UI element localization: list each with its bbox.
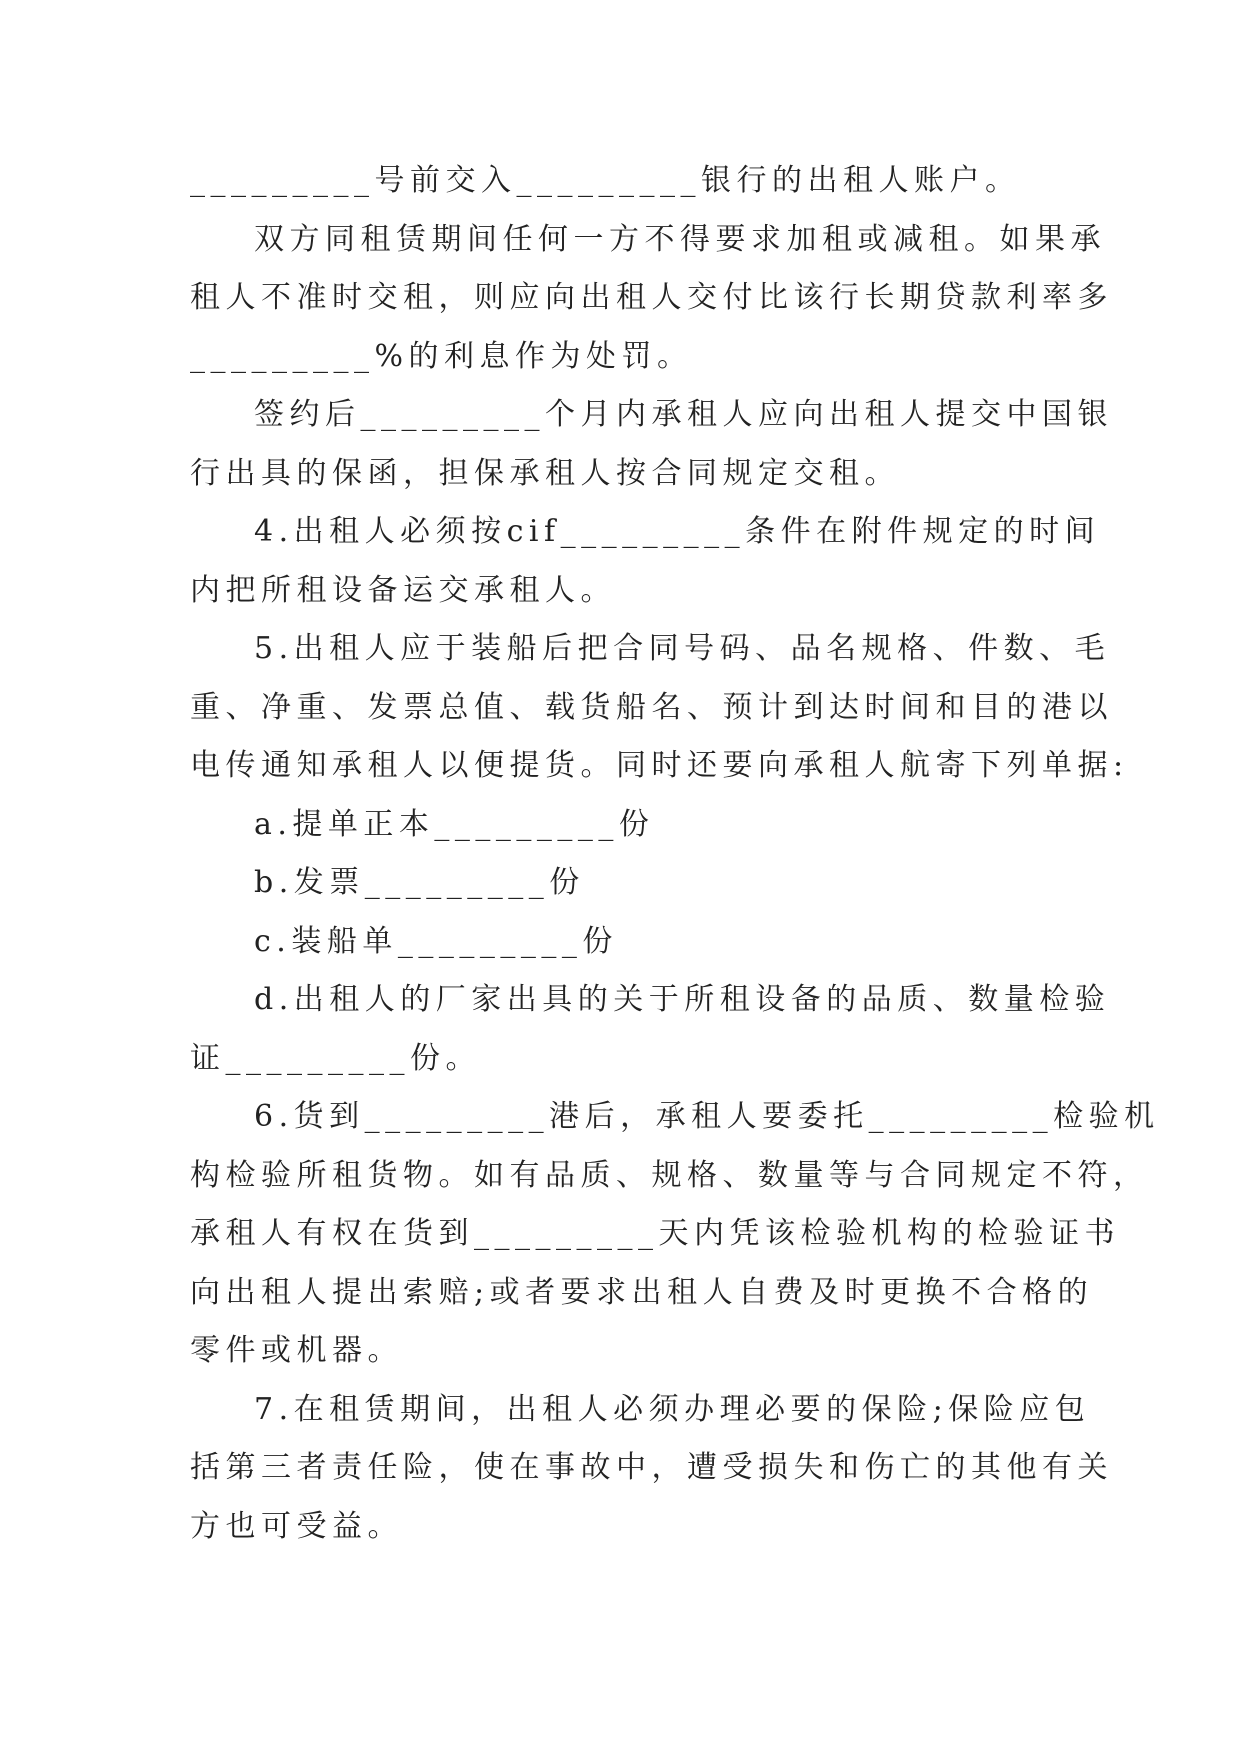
text-line: 零件或机器。 [190,1333,403,1368]
text-line: 重、净重、发票总值、载货船名、预计到达时间和目的港以 [190,689,1113,725]
text-line: 括第三者责任险，使在事故中，遭受损失和伤亡的其他有关 [190,1450,1113,1485]
text-line: 向出租人提出索赔;或者要求出租人自费及时更换不合格的 [190,1274,1094,1310]
text-line: 签约后_________个月内承租人应向出租人提交中国银 [254,397,1113,432]
text-line: c.装船单_________份 [254,923,618,959]
text-line: 承租人有权在货到_________天内凭该检验机构的检验证书 [190,1216,1120,1251]
text-line: 方也可受益。 [190,1508,403,1544]
text-line: 行出具的保函，担保承租人按合同规定交租。 [190,455,900,491]
document-body [190,152,1160,1556]
text-line: 内把所租设备运交承租人。 [190,572,616,608]
text-line: 7.在租赁期间，出租人必须办理必要的保险;保险应包 [254,1391,1091,1427]
text-line: _________%的利息作为处罚。 [190,338,693,374]
text-line: _________号前交入_________银行的出租人账户。 [190,163,1021,198]
text-line: 双方同租赁期间任何一方不得要求加租或减租。如果承 [254,221,1106,257]
text-line: 电传通知承租人以便提货。同时还要向承租人航寄下列单据: [190,748,1129,783]
text-line: 证_________份。 [190,1040,481,1076]
text-line: 5.出租人应于装船后把合同号码、品名规格、件数、毛 [254,631,1111,666]
text-line: 租人不准时交租，则应向出租人交付比该行长期贷款利率多 [190,280,1113,315]
text-line: 构检验所租货物。如有品质、规格、数量等与合同规定不符， [190,1157,1149,1193]
text-line: 4.出租人必须按cif_________条件在附件规定的时间 [254,514,1101,549]
text-line: d.出租人的厂家出具的关于所租设备的品质、数量检验 [254,982,1111,1017]
text-line: b.发票_________份 [254,865,585,900]
text-line: 6.货到_________港后，承租人要委托_________检验机 [254,1099,1160,1134]
text-line: a.提单正本_________份 [254,806,655,842]
